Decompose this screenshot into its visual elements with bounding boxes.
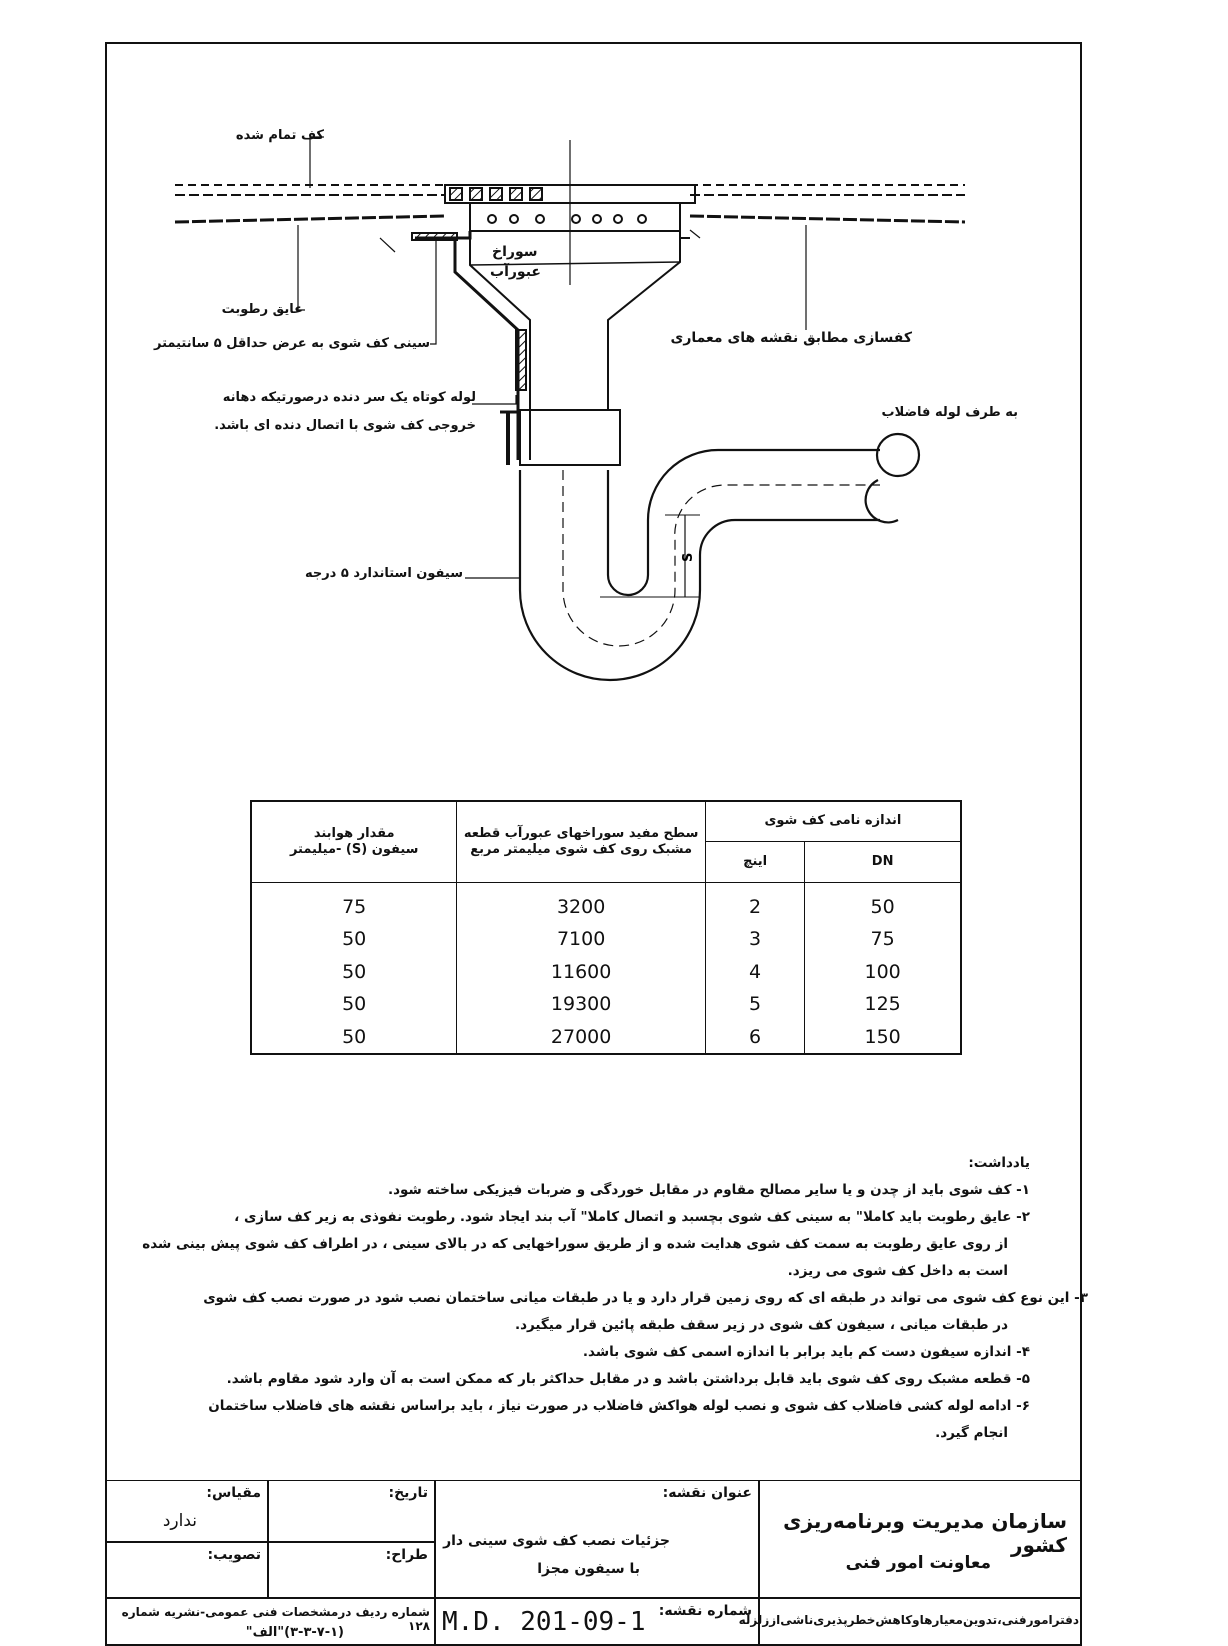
- drain-size-table: [250, 800, 962, 1055]
- leader-finished-floor: [310, 137, 324, 188]
- s-mark: S: [681, 552, 696, 562]
- moisture-barrier-line: [175, 216, 445, 222]
- note-4: ۴- اندازه سیفون دست کم باید برابر با اندازه اسمی کف شوی باشد.: [582, 1344, 1030, 1360]
- label-short-pipe-2: خروجی کف شوی با اتصال دنده ای باشد.: [214, 418, 476, 433]
- col-inch-header: اینچ: [705, 842, 804, 883]
- short-pipe: [520, 410, 620, 465]
- drawing-title-cell: عنوان نقشه: جزئیات نصب کف شوی سینی دار با سیفون مجزا: [435, 1480, 759, 1598]
- date-cell: تاریخ:: [268, 1480, 435, 1542]
- designer-cell: طراح:: [268, 1542, 435, 1598]
- label-finished-floor: کف تمام شده: [235, 128, 324, 143]
- reference-cell: شماره ردیف درمشخصات فنی عمومی-نشریه شماره ۱۲۸ (۳-۳-۷-۱)"الف": [105, 1598, 435, 1646]
- office-cell: دفترامورفنی،تدوین‌معیارهاوکاهش‌خطرپذیری‌ناشی‌اززلزله: [759, 1598, 1082, 1646]
- table-row: 50 19300 5 125: [251, 988, 961, 1020]
- note-1: ۱- کف شوی باید از چدن و یا سایر مصالح مقاوم در مقابل خوردگی و ضربات فیزیکی ساخته شود.: [387, 1182, 1030, 1198]
- table-row: 75 3200 2 50: [251, 882, 961, 923]
- organization-cell: سازمان مدیریت وبرنامه‌ریزی کشور معاونت امور فنی: [759, 1480, 1082, 1598]
- label-trap: سیفون استاندارد ۵ درجه: [304, 566, 463, 581]
- label-tray: سینی کف شوی به عرض حداقل ۵ سانتیمتر: [153, 336, 430, 351]
- col-dn-header: DN: [805, 842, 961, 883]
- floor-drain-diagram: [0, 0, 1228, 760]
- table-row: 50 7100 3 75: [251, 923, 961, 955]
- label-to-sewer: به طرف لوله فاضلاب: [881, 405, 1018, 420]
- notes-heading: یادداشت:: [968, 1155, 1030, 1171]
- note-3b: در طبقات میانی ، سیفون کف شوی در زیر سقف طبقه پائین قرار میگیرد.: [514, 1317, 1008, 1333]
- label-water-hole-2: عبورآب: [490, 264, 541, 280]
- label-moisture-barrier: عایق رطوبت: [221, 302, 303, 317]
- col-group-header: اندازه نامی کف شوی: [705, 801, 961, 842]
- table-row: 50 11600 4 100: [251, 956, 961, 988]
- drawing-number-cell: شماره نقشه: M.D. 201-09-1: [435, 1598, 759, 1646]
- col-seal-header: مقدار هوابند سیفون (S) -میلیمتر: [251, 801, 457, 882]
- col-area-header: سطح مفید سوراخهای عبورآب قطعه مشبک روی کف شوی میلیمتر مربع: [457, 801, 706, 882]
- note-2b: از روی عایق رطوبت به سمت کف شوی هدایت شده و از طریق سوراخهایی که در بالای سینی ، در اطراف کف شوی پیش بینی شده: [142, 1236, 1008, 1252]
- note-3a: ۳- این نوع کف شوی می تواند در طبقه ای که روی زمین قرار دارد و یا در طبقات میانی ساختمان نصب شود در صورت نصب کف شوی: [203, 1290, 1088, 1306]
- scale-cell: مقیاس: ندارد: [105, 1480, 268, 1542]
- note-2c: است به داخل کف شوی می ریزد.: [787, 1263, 1008, 1279]
- label-flooring: کفسازی مطابق نقشه های معماری: [670, 330, 912, 346]
- note-2a: ۲- عایق رطوبت باید کاملا" به سینی کف شوی بچسبد و اتصال کاملا" آب بند ایجاد شود. رطوبت نفوذی به زیر کف سازی ،: [234, 1209, 1030, 1225]
- table-row: 50 27000 6 150: [251, 1020, 961, 1054]
- notes: [110, 1150, 1088, 1447]
- note-5: ۵- قطعه مشبک روی کف شوی باید قابل برداشتن باشد و در مقابل حداکثر بار که ممکن است به آن وارد شود مقاوم باشد.: [226, 1371, 1030, 1387]
- approval-cell: تصویب:: [105, 1542, 268, 1598]
- note-6b: انجام گیرد.: [935, 1425, 1008, 1441]
- water-hole: [488, 215, 496, 223]
- title-block: [105, 1480, 1082, 1646]
- trap: [520, 470, 880, 680]
- label-water-hole-1: سوراخ: [492, 244, 538, 260]
- note-6a: ۶- ادامه لوله کشی فاضلاب کف شوی و نصب لوله هواکش فاضلاب در صورت نیاز ، باید براساس نقشه های فاضلاب ساختمان: [208, 1398, 1030, 1414]
- label-short-pipe-1: لوله کوتاه یک سر دنده درصورتیکه دهانه: [222, 390, 476, 405]
